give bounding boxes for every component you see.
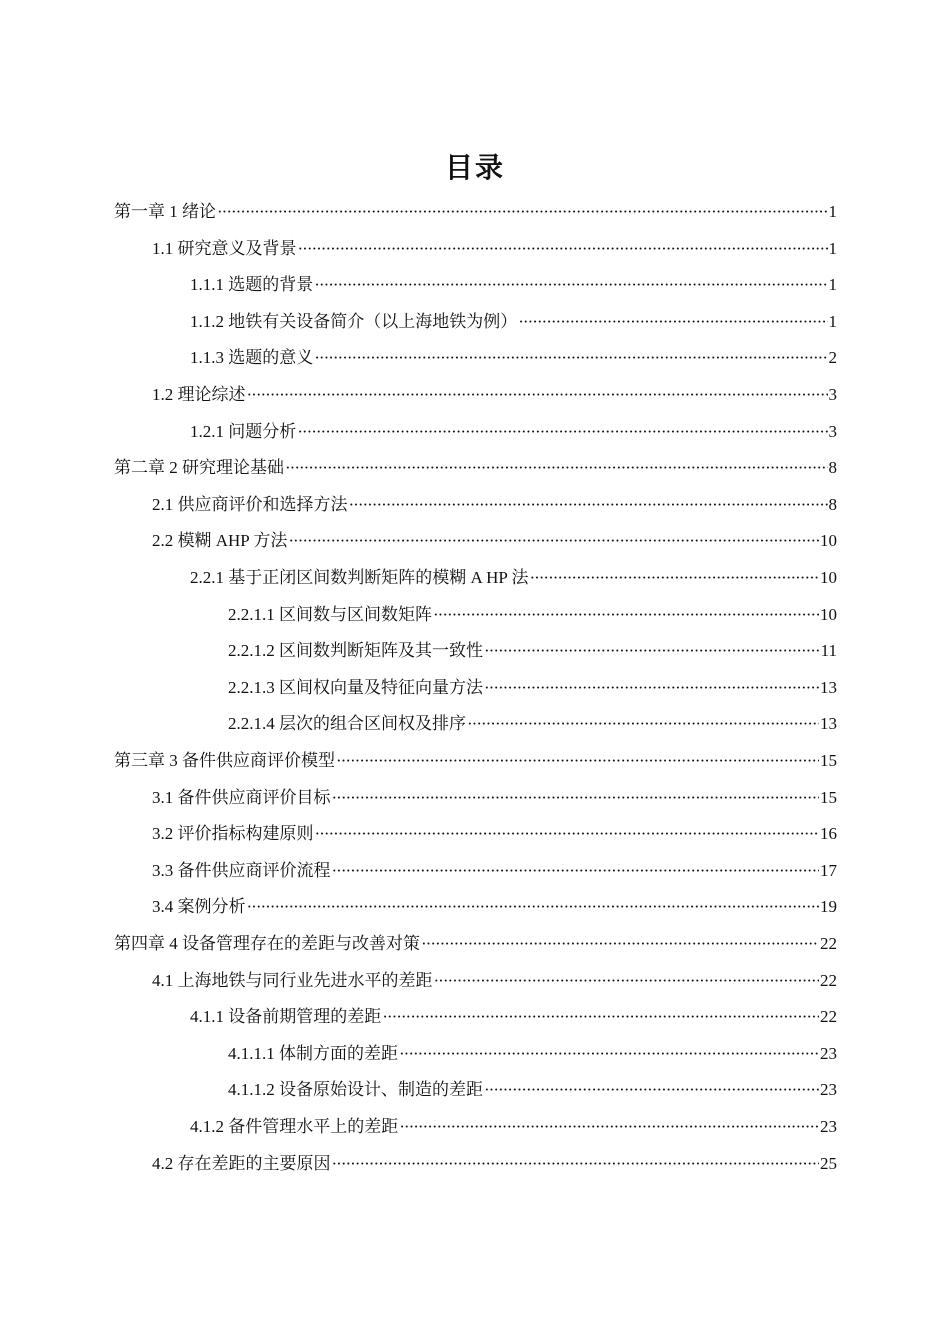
toc-entry-page-number: 23 bbox=[820, 1117, 837, 1136]
toc-entry-label: 1.1.2 地铁有关设备简介（以上海地铁为例） bbox=[190, 311, 518, 331]
dot-leader bbox=[314, 274, 827, 296]
dot-leader bbox=[314, 347, 827, 369]
toc-entry-label: 3.1 备件供应商评价目标 bbox=[152, 787, 331, 807]
toc-entry-label: 4.2 存在差距的主要原因 bbox=[152, 1153, 331, 1173]
toc-entry[interactable] bbox=[228, 604, 837, 626]
toc-entry[interactable] bbox=[228, 713, 837, 735]
toc-entry-page-number: 13 bbox=[820, 677, 837, 697]
toc-entry-page-number: 3 bbox=[828, 385, 837, 404]
toc-entry-label: 1.1.1 选题的背景 bbox=[190, 275, 314, 295]
toc-entry[interactable] bbox=[152, 970, 837, 992]
toc-entry-page-number: 8 bbox=[828, 458, 837, 478]
dot-leader bbox=[288, 530, 819, 552]
toc-entry-page-number: 1 bbox=[828, 238, 837, 258]
toc-entry[interactable] bbox=[152, 896, 837, 918]
toc-title: 目录 bbox=[444, 151, 505, 184]
dot-leader bbox=[434, 970, 820, 992]
toc-entry[interactable] bbox=[152, 494, 837, 516]
toc-entry-label: 4.1 上海地铁与同行业先进水平的差距 bbox=[152, 970, 433, 990]
toc-entry-label: 2.2 模糊 AHP 方法 bbox=[152, 531, 288, 551]
toc-entry[interactable] bbox=[152, 238, 837, 260]
toc-entry[interactable] bbox=[190, 311, 837, 333]
dot-leader bbox=[247, 896, 820, 918]
toc-entry[interactable] bbox=[114, 201, 837, 223]
toc-entry-page-number: 10 bbox=[820, 531, 837, 551]
toc-entry-page-number: 22 bbox=[820, 970, 837, 990]
toc-entry-label: 1.1 研究意义及背景 bbox=[152, 238, 297, 258]
toc-entry-page-number: 1 bbox=[828, 311, 837, 331]
toc-entry-page-number: 23 bbox=[820, 1080, 837, 1100]
toc-entry-label: 4.1.1.2 设备原始设计、制造的差距 bbox=[228, 1080, 483, 1100]
toc-entry-page-number: 23 bbox=[820, 1043, 837, 1063]
dot-leader bbox=[484, 677, 819, 699]
toc-entry[interactable] bbox=[228, 1043, 837, 1065]
toc-entry-page-number: 1 bbox=[828, 202, 837, 221]
toc-entry[interactable] bbox=[190, 347, 837, 369]
dot-leader bbox=[332, 787, 820, 809]
dot-leader bbox=[247, 384, 828, 406]
toc-entry-label: 第三章 3 备件供应商评价模型 bbox=[114, 751, 335, 770]
dot-leader bbox=[433, 604, 819, 626]
dot-leader bbox=[217, 201, 828, 223]
toc-entry[interactable] bbox=[228, 1079, 837, 1101]
toc-entry-page-number: 22 bbox=[820, 1007, 837, 1027]
toc-entry-label: 1.1.3 选题的意义 bbox=[190, 348, 314, 368]
dot-leader bbox=[285, 457, 828, 479]
toc-entry[interactable] bbox=[152, 860, 837, 882]
toc-entry[interactable] bbox=[152, 384, 837, 406]
toc-entry-page-number: 22 bbox=[820, 934, 837, 953]
toc-entry[interactable] bbox=[190, 421, 837, 443]
toc-entry-page-number: 3 bbox=[828, 421, 837, 441]
toc-entry-page-number: 19 bbox=[820, 897, 837, 917]
toc-entry-label: 3.3 备件供应商评价流程 bbox=[152, 860, 331, 880]
toc-entry-label: 2.2.1.3 区间权向量及特征向量方法 bbox=[228, 677, 483, 697]
dot-leader bbox=[297, 421, 827, 443]
toc-entry-page-number: 15 bbox=[820, 787, 837, 807]
dot-leader bbox=[467, 713, 819, 735]
toc-entry-label: 2.2.1.2 区间数判断矩阵及其一致性 bbox=[228, 641, 483, 661]
toc-entry[interactable] bbox=[190, 274, 837, 296]
toc-entry-page-number: 11 bbox=[820, 641, 837, 661]
toc-entry[interactable] bbox=[190, 1116, 837, 1138]
toc-entry-label: 1.2 理论综述 bbox=[152, 385, 246, 404]
toc-entry-label: 4.1.1.1 体制方面的差距 bbox=[228, 1043, 398, 1063]
toc-entry-label: 2.1 供应商评价和选择方法 bbox=[152, 494, 348, 514]
toc-entry-label: 2.2.1 基于正闭区间数判断矩阵的模糊 A HP 法 bbox=[190, 568, 529, 587]
toc-entry[interactable] bbox=[228, 640, 837, 662]
toc-entry-page-number: 10 bbox=[820, 568, 837, 587]
toc-entry-page-number: 13 bbox=[820, 714, 837, 734]
toc-entry[interactable] bbox=[190, 567, 837, 589]
dot-leader bbox=[518, 311, 827, 333]
dot-leader bbox=[529, 567, 819, 589]
toc-entry-page-number: 16 bbox=[820, 824, 837, 844]
toc-entry[interactable] bbox=[114, 750, 837, 772]
toc-entry[interactable] bbox=[114, 933, 837, 955]
toc-entry[interactable] bbox=[228, 677, 837, 699]
toc-entry[interactable] bbox=[190, 1006, 837, 1028]
toc-entry-label: 3.4 案例分析 bbox=[152, 897, 246, 917]
toc-entry-page-number: 25 bbox=[820, 1153, 837, 1173]
toc-entry[interactable] bbox=[152, 823, 837, 845]
toc-entry-page-number: 17 bbox=[820, 860, 837, 880]
dot-leader bbox=[349, 494, 828, 516]
toc-entry-label: 第一章 1 绪论 bbox=[114, 202, 216, 221]
toc-entry-page-number: 1 bbox=[828, 275, 837, 295]
toc-entry-page-number: 10 bbox=[820, 604, 837, 624]
toc-entry-label: 3.2 评价指标构建原则 bbox=[152, 824, 314, 844]
toc-entry-page-number: 15 bbox=[820, 751, 837, 770]
dot-leader bbox=[484, 640, 820, 662]
dot-leader bbox=[298, 238, 828, 260]
dot-leader bbox=[336, 750, 819, 772]
toc-entry-label: 第四章 4 设备管理存在的差距与改善对策 bbox=[114, 934, 420, 953]
toc-entry[interactable] bbox=[152, 530, 837, 552]
dot-leader bbox=[484, 1079, 819, 1101]
toc-entry-label: 1.2.1 问题分析 bbox=[190, 421, 297, 441]
toc-entry-label: 4.1.1 设备前期管理的差距 bbox=[190, 1007, 382, 1027]
toc-entry-label: 2.2.1.4 层次的组合区间权及排序 bbox=[228, 714, 466, 734]
dot-leader bbox=[332, 860, 820, 882]
dot-leader bbox=[399, 1116, 819, 1138]
dot-leader bbox=[421, 933, 819, 955]
toc-entry-label: 2.2.1.1 区间数与区间数矩阵 bbox=[228, 604, 432, 624]
dot-leader bbox=[399, 1043, 819, 1065]
dot-leader bbox=[315, 823, 820, 845]
toc-entry-label: 第二章 2 研究理论基础 bbox=[114, 458, 284, 478]
toc-entry-page-number: 2 bbox=[828, 348, 837, 368]
toc-entry-page-number: 8 bbox=[828, 494, 837, 514]
toc-entry[interactable] bbox=[152, 1153, 837, 1175]
dot-leader bbox=[332, 1153, 820, 1175]
toc-entry-label: 4.1.2 备件管理水平上的差距 bbox=[190, 1117, 399, 1136]
toc-entry[interactable] bbox=[114, 457, 837, 479]
dot-leader bbox=[382, 1006, 819, 1028]
toc-entry[interactable] bbox=[152, 787, 837, 809]
